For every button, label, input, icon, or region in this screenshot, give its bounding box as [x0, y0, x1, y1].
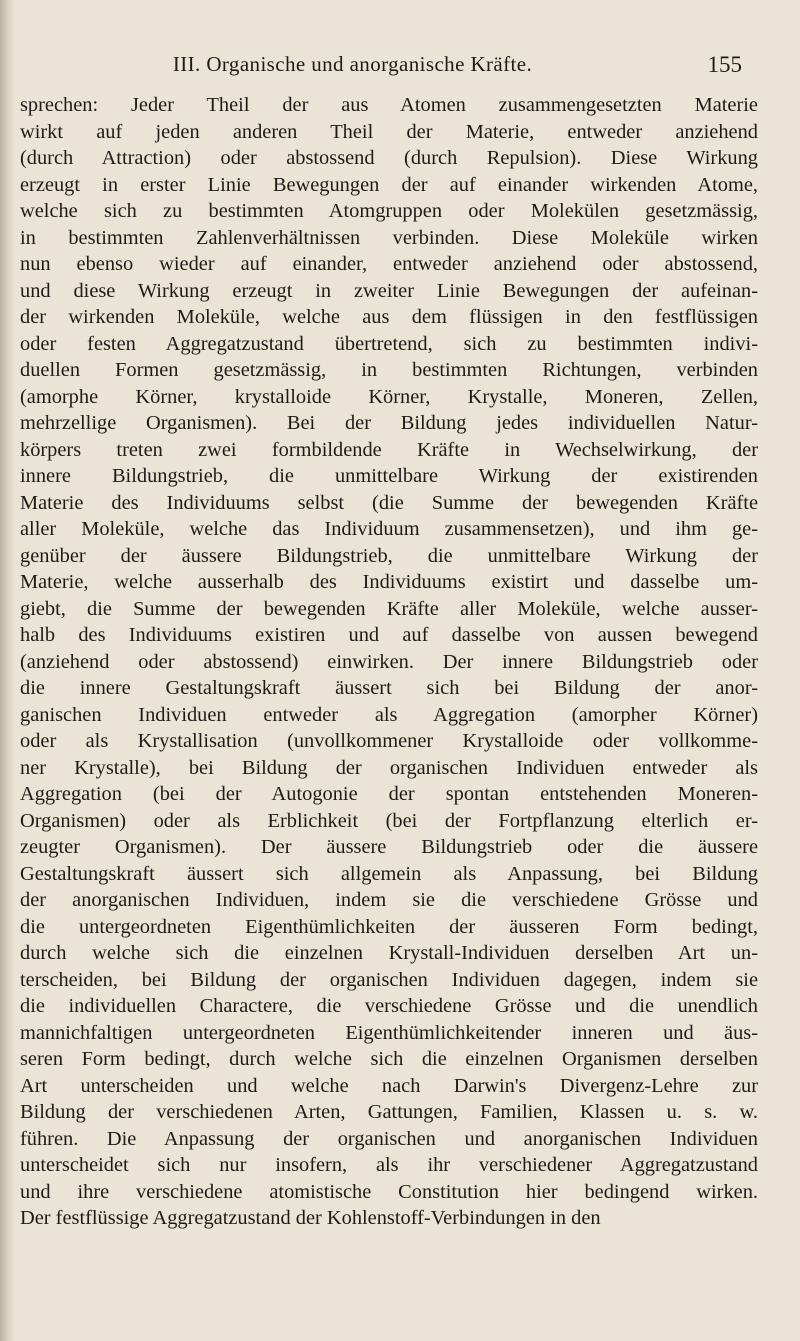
text-line: sprechen: Jeder Theil der aus Atomen zusammengesetzten Materie: [20, 94, 758, 116]
page-number: 155: [707, 52, 742, 77]
text-line: oder festen Aggregatzustand übertretend, sich zu bestimmten indivi-: [20, 332, 758, 355]
text-line: oder als Krystallisation (unvollkommener Krystalloide oder vollkomme-: [20, 730, 758, 752]
running-head: III. Organische und anorganische Kräfte.: [172, 52, 533, 76]
text-line: halb des Individuums existiren und auf dasselbe von aussen bewegend: [20, 624, 758, 646]
text-line: welche sich zu bestimmten Atomgruppen oder Molekülen gesetzmässig,: [20, 200, 758, 222]
text-line: und diese Wirkung erzeugt in zweiter Linie Bewegungen der aufeinan-: [20, 279, 758, 302]
text-line: durch welche sich die einzelnen Krystall-Individuen derselben Art un-: [20, 942, 758, 964]
text-line: Der festflüssige Aggregatzustand der Kohlenstoff-Verbindungen in den: [20, 1207, 601, 1229]
text-line: seren Form bedingt, durch welche sich die einzelnen Organismen derselben: [20, 1048, 758, 1070]
text-line: die untergeordneten Eigenthümlichkeiten der äusseren Form bedingt,: [20, 915, 758, 938]
text-line: (amorphe Körner, krystalloide Körner, Krystalle, Moneren, Zellen,: [20, 385, 758, 408]
text-line: der wirkenden Moleküle, welche aus dem flüssigen in den festflüssigen: [20, 306, 758, 328]
text-line: genüber der äussere Bildungstrieb, die unmittelbare Wirkung der: [20, 544, 758, 567]
text-line: körpers treten zwei formbildende Kräfte in Wechselwirkung, der: [20, 438, 758, 461]
text-line: mehrzellige Organismen). Bei der Bildung jedes individuellen Natur-: [20, 412, 758, 434]
text-line: erzeugt in erster Linie Bewegungen der auf einander wirkenden Atome,: [20, 173, 758, 196]
text-line: Aggregation (bei der Autogonie der spontan entstehenden Moneren-: [20, 783, 758, 805]
text-line: duellen Formen gesetzmässig, in bestimmten Richtungen, verbinden: [20, 359, 758, 381]
text-line: und ihre verschiedene atomistische Constitution hier bedingend wirken.: [20, 1180, 758, 1203]
text-line: in bestimmten Zahlenverhältnissen verbinden. Diese Moleküle wirken: [20, 226, 758, 249]
text-line: mannichfaltigen untergeordneten Eigenthümlichkeitender inneren und äus-: [20, 1021, 758, 1044]
text-line: innere Bildungstrieb, die unmittelbare Wirkung der existirenden: [20, 465, 758, 487]
text-line: giebt, die Summe der bewegenden Kräfte aller Moleküle, welche ausser-: [20, 597, 758, 620]
text-line: Gestaltungskraft äussert sich allgemein als Anpassung, bei Bildung: [20, 862, 758, 885]
text-line: Organismen) oder als Erblichkeit (bei der Fortpflanzung elterlich er-: [20, 809, 758, 832]
text-line: ner Krystalle), bei Bildung der organischen Individuen entweder als: [20, 756, 758, 779]
page-header: [0, 52, 800, 82]
text-line: wirkt auf jeden anderen Theil der Materie, entweder anziehend: [20, 120, 758, 143]
text-line: (anziehend oder abstossend) einwirken. Der innere Bildungstrieb oder: [20, 650, 758, 673]
text-line: die individuellen Charactere, die verschiedene Grösse und die unendlich: [20, 995, 758, 1017]
text-line: aller Moleküle, welche das Individuum zusammensetzen), und ihm ge-: [20, 518, 758, 540]
text-line: zeugter Organismen). Der äussere Bildungstrieb oder die äussere: [20, 836, 758, 858]
text-line: Bildung der verschiedenen Arten, Gattungen, Familien, Klassen u. s. w.: [20, 1101, 758, 1123]
text-line: terscheiden, bei Bildung der organischen Individuen dagegen, indem sie: [20, 968, 758, 991]
text-line: Materie, welche ausserhalb des Individuums existirt und dasselbe um-: [20, 571, 758, 593]
page-gutter-shadow: [0, 0, 14, 1341]
text-line: führen. Die Anpassung der organischen und anorganischen Individuen: [20, 1127, 758, 1150]
body-text: [20, 92, 758, 1232]
text-line: unterscheidet sich nur insofern, als ihr verschiedener Aggregatzustand: [20, 1154, 758, 1176]
text-line: Art unterscheiden und welche nach Darwin's Divergenz-Lehre zur: [20, 1074, 758, 1097]
text-line: nun ebenso wieder auf einander, entweder anziehend oder abstossend,: [20, 253, 758, 275]
text-line: (durch Attraction) oder abstossend (durch Repulsion). Diese Wirkung: [20, 147, 758, 169]
text-line: ganischen Individuen entweder als Aggregation (amorpher Körner): [20, 703, 758, 726]
text-line: Materie des Individuums selbst (die Summe der bewegenden Kräfte: [20, 491, 758, 514]
text-line: die innere Gestaltungskraft äussert sich bei Bildung der anor-: [20, 677, 758, 699]
text-line: der anorganischen Individuen, indem sie die verschiedene Grösse und: [20, 889, 758, 911]
